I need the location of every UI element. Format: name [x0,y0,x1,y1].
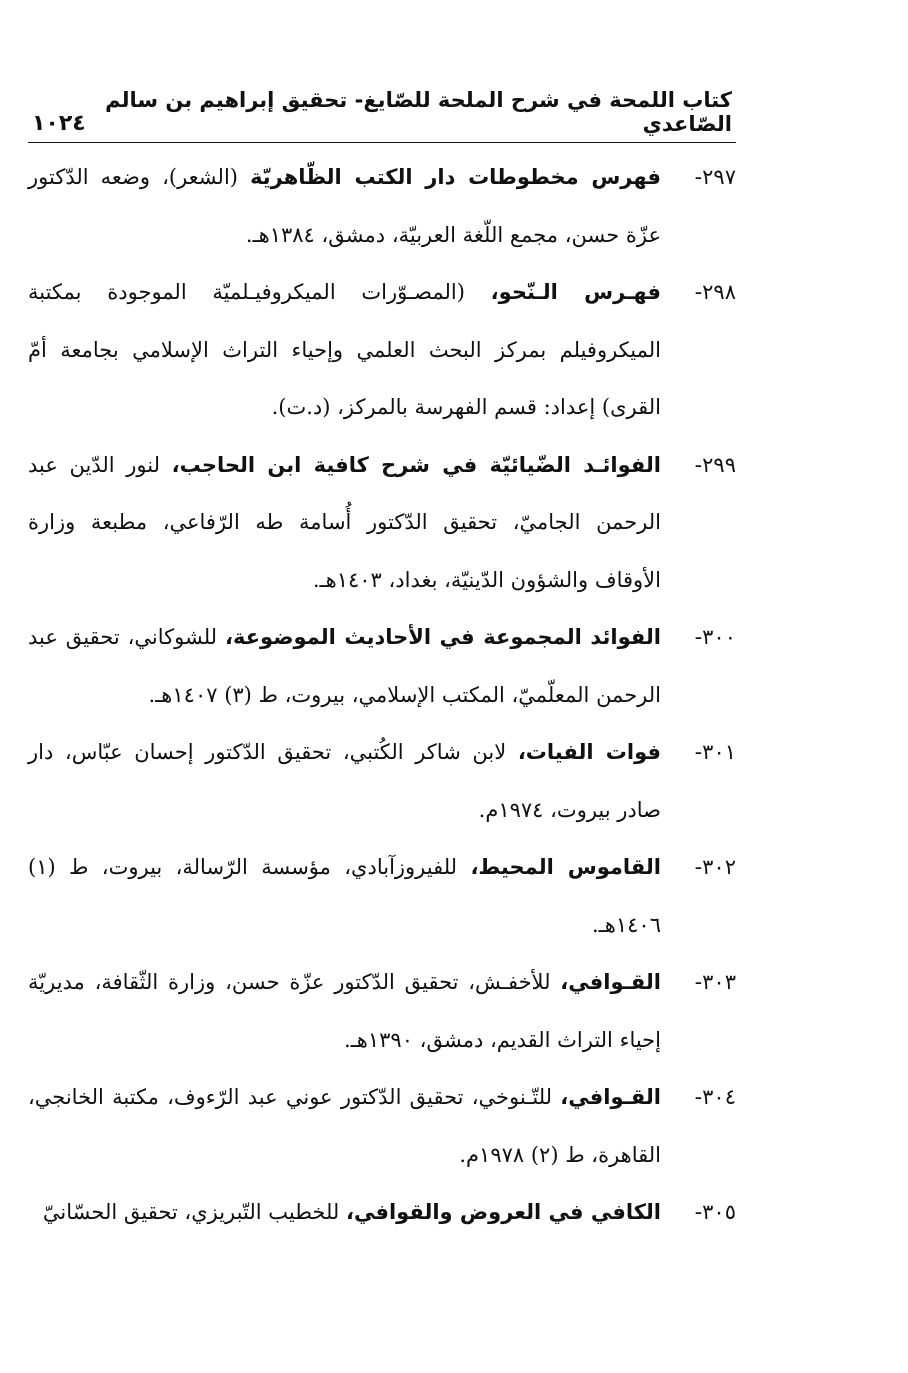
entry-title: القاموس المحيط، [470,855,661,879]
entry-body: للأخفـش، تحقيق الدّكتور عزّة حسن، وزارة الثّقافة، مديريّة إحياء التراث القديم، دمشق، ١٣٩٠هـ. [28,970,661,1052]
entry-body: للشوكاني، تحقيق عبد الرحمن المعلّميّ، المكتب الإسلامي، بيروت، ط (٣) ١٤٠٧هـ. [28,625,661,707]
entry-body: لابن شاكر الكُتبي، تحقيق الدّكتور إحسان عبّاس، دار صادر بيروت، ١٩٧٤م. [28,740,661,822]
entry-body: للفيروزآبادي، مؤسسة الرّسالة، بيروت، ط (١) ١٤٠٦هـ. [28,855,661,937]
bibliography-entry [28,724,736,839]
entry-title: الفوائـد الضّيائيّة في شرح كافية ابن الحاجب، [171,452,661,477]
header-title: كتاب اللمحة في شرح الملحة للصّايغ- تحقيق إبراهيم بن سالم الصّاعدي [105,88,732,136]
entry-title: الكافي في العروض والقوافي، [346,1200,661,1224]
bibliography-entry [28,264,736,437]
entry-body: لنور الدّين عبد الرحمن الجاميّ، تحقيق الدّكتور أُسامة طه الرّفاعي، مطبعة وزارة الأوقاف والشؤون الدّينيّة، بغداد، ١٤٠٣هـ. [28,452,661,592]
entry-title: فهرس مخطوطات دار الكتب الظّاهريّة [250,165,661,189]
entry-number: ٣٠٠- [694,625,736,649]
entry-number: ٣٠٤- [694,1085,736,1109]
entry-body: للخطيب التّبريزي، تحقيق الحسّانيّ [42,1200,346,1224]
entry-number: ٣٠٢- [694,855,736,879]
running-header [28,88,736,143]
entry-title: فوات الفيات، [517,740,662,764]
bibliography-entry [28,609,736,724]
bibliography-entry [28,149,736,264]
entry-number: ٢٩٩- [694,452,736,477]
entry-title: الفوائد المجموعة في الأحاديث الموضوعة، [224,625,661,649]
bibliography-entry [28,437,736,610]
entry-body: (المصـوّرات الميكروفيـلميّة الموجودة بمكتبة الميكروفيلم بمركز البحث العلمي وإحياء التراث الإسلامي بجامعة أمّ القرى) إعداد: قسم الفهرسة بالمركز، (د.ت). [28,280,661,419]
bibliography-entry [28,1184,736,1242]
entry-title: القـوافي، [560,1085,661,1109]
entry-number: ٣٠٥- [694,1200,736,1224]
document-page [28,88,737,1242]
entry-number: ٢٩٨- [694,280,736,304]
entry-body: للتّـنوخي، تحقيق الدّكتور عوني عبد الرّءوف، مكتبة الخانجي، القاهرة، ط (٢) ١٩٧٨م. [28,1085,661,1167]
page-number: ١٠٢٤ [32,111,86,136]
bibliography-entry [28,839,736,954]
entry-title: القـوافي، [560,970,661,994]
bibliography-entry [28,1069,736,1184]
bibliography-entry [28,954,736,1069]
entry-number: ٢٩٧- [694,165,736,189]
bibliography-list [28,149,736,1242]
entry-number: ٣٠٣- [694,970,736,994]
entry-title: فهـرس الـنّحو، [490,280,661,304]
entry-number: ٣٠١- [694,740,737,764]
entry-body: (الشعر)، وضعه الدّكتور عزّة حسن، مجمع اللّغة العربيّة، دمشق، ١٣٨٤هـ. [28,165,661,247]
